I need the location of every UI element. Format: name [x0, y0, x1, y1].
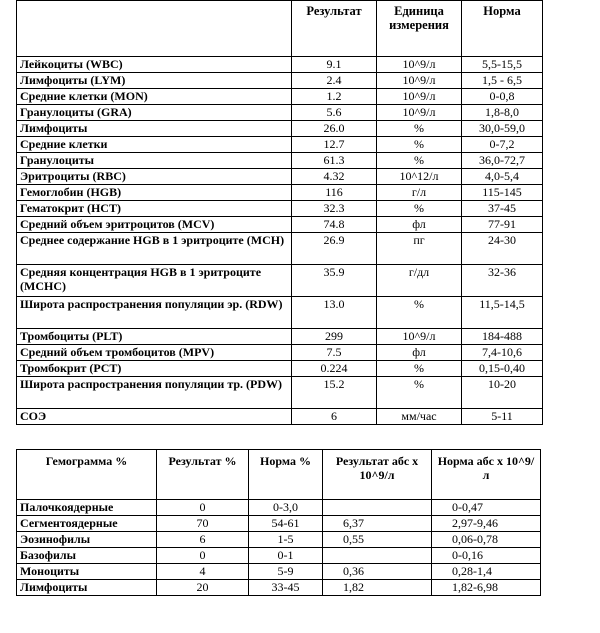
- table-row: [17, 89, 543, 105]
- parameter-name: Широта распространения популяции эр. (RDW): [17, 297, 292, 329]
- norm-pct-value: 5-9: [249, 564, 323, 580]
- result-value: 61.3: [292, 153, 377, 169]
- parameter-name: Лейкоциты (WBC): [17, 57, 292, 73]
- norm-pct-value: 1-5: [249, 532, 323, 548]
- norm-value: 36,0-72,7: [462, 153, 543, 169]
- unit-value: фл: [377, 217, 462, 233]
- table-header-row: [17, 1, 543, 57]
- parameter-name: СОЭ: [17, 409, 292, 425]
- cell-type-name: Сегментоядерные: [17, 516, 157, 532]
- result-value: 26.0: [292, 121, 377, 137]
- cell-type-name: Базофилы: [17, 548, 157, 564]
- table-row: [17, 121, 543, 137]
- norm-value: 37-45: [462, 201, 543, 217]
- table-row: [17, 57, 543, 73]
- parameter-name: Средний объем тромбоцитов (MPV): [17, 345, 292, 361]
- table-row: [17, 409, 543, 425]
- header-hemogram: Гемограмма %: [17, 450, 157, 500]
- result-value: 2.4: [292, 73, 377, 89]
- parameter-name: Средняя концентрация HGB в 1 эритроците (MCHC): [17, 265, 292, 297]
- parameter-name: Гранулоциты: [17, 153, 292, 169]
- cell-type-name: Лимфоциты: [17, 580, 157, 596]
- result-value: 4.32: [292, 169, 377, 185]
- header-result: Результат: [292, 1, 377, 57]
- parameter-name: Лимфоциты: [17, 121, 292, 137]
- norm-value: 4,0-5,4: [462, 169, 543, 185]
- parameter-name: Тромбокрит (PCT): [17, 361, 292, 377]
- norm-abs-value: 0,06-0,78: [432, 532, 541, 548]
- header-norm-pct: Норма %: [249, 450, 323, 500]
- parameter-name: Гемоглобин (HGB): [17, 185, 292, 201]
- result-abs-value: [323, 500, 432, 516]
- result-value: 15.2: [292, 377, 377, 409]
- unit-value: 10^9/л: [377, 329, 462, 345]
- result-pct-value: 0: [157, 548, 249, 564]
- unit-value: 10^9/л: [377, 105, 462, 121]
- table-row: [17, 532, 541, 548]
- header-result-pct: Результат %: [157, 450, 249, 500]
- result-value: 6: [292, 409, 377, 425]
- parameter-name: Средние клетки (MON): [17, 89, 292, 105]
- unit-value: %: [377, 121, 462, 137]
- parameter-name: Средние клетки: [17, 137, 292, 153]
- result-abs-value: 6,37: [323, 516, 432, 532]
- norm-abs-value: 0,28-1,4: [432, 564, 541, 580]
- unit-value: 10^9/л: [377, 57, 462, 73]
- norm-pct-value: 0-3,0: [249, 500, 323, 516]
- unit-value: фл: [377, 345, 462, 361]
- table-row: [17, 329, 543, 345]
- table-row: [17, 345, 543, 361]
- result-value: 12.7: [292, 137, 377, 153]
- table-row: [17, 217, 543, 233]
- norm-value: 24-30: [462, 233, 543, 265]
- header-unit: Единица измерения: [377, 1, 462, 57]
- norm-value: 7,4-10,6: [462, 345, 543, 361]
- table-row: [17, 500, 541, 516]
- unit-value: %: [377, 137, 462, 153]
- table-row: [17, 153, 543, 169]
- parameter-name: Эритроциты (RBC): [17, 169, 292, 185]
- unit-value: %: [377, 153, 462, 169]
- unit-value: %: [377, 361, 462, 377]
- parameter-name: Лимфоциты (LYM): [17, 73, 292, 89]
- table-row: [17, 297, 543, 329]
- table-row: [17, 137, 543, 153]
- unit-value: пг: [377, 233, 462, 265]
- result-pct-value: 70: [157, 516, 249, 532]
- table-row: [17, 516, 541, 532]
- parameter-name: Гематокрит (HCT): [17, 201, 292, 217]
- unit-value: мм/час: [377, 409, 462, 425]
- norm-value: 0-7,2: [462, 137, 543, 153]
- parameter-name: Тромбоциты (PLT): [17, 329, 292, 345]
- norm-value: 10-20: [462, 377, 543, 409]
- table-row: [17, 233, 543, 265]
- header-result-abs: Результат абс х 10^9/л: [323, 450, 432, 500]
- parameter-name: Гранулоциты (GRA): [17, 105, 292, 121]
- norm-value: 30,0-59,0: [462, 121, 543, 137]
- result-value: 5.6: [292, 105, 377, 121]
- norm-pct-value: 0-1: [249, 548, 323, 564]
- result-value: 0.224: [292, 361, 377, 377]
- blood-test-table-body: [17, 1, 543, 425]
- blood-test-table: [16, 0, 543, 425]
- unit-value: 10^9/л: [377, 73, 462, 89]
- result-value: 1.2: [292, 89, 377, 105]
- norm-value: 115-145: [462, 185, 543, 201]
- norm-value: 1,5 - 6,5: [462, 73, 543, 89]
- result-value: 7.5: [292, 345, 377, 361]
- result-pct-value: 0: [157, 500, 249, 516]
- cell-type-name: Эозинофилы: [17, 532, 157, 548]
- result-value: 35.9: [292, 265, 377, 297]
- unit-value: %: [377, 297, 462, 329]
- unit-value: %: [377, 377, 462, 409]
- table-row: [17, 105, 543, 121]
- unit-value: 10^12/л: [377, 169, 462, 185]
- table-row: [17, 548, 541, 564]
- parameter-name: Широта распространения популяции тр. (PDW): [17, 377, 292, 409]
- norm-pct-value: 33-45: [249, 580, 323, 596]
- table-row: [17, 169, 543, 185]
- norm-value: 0,15-0,40: [462, 361, 543, 377]
- result-pct-value: 6: [157, 532, 249, 548]
- table-row: [17, 265, 543, 297]
- cell-type-name: Моноциты: [17, 564, 157, 580]
- table-row: [17, 185, 543, 201]
- norm-value: 32-36: [462, 265, 543, 297]
- table-row: [17, 580, 541, 596]
- norm-abs-value: 0-0,47: [432, 500, 541, 516]
- result-abs-value: [323, 548, 432, 564]
- result-pct-value: 20: [157, 580, 249, 596]
- hemogram-table: [16, 449, 541, 596]
- result-value: 74.8: [292, 217, 377, 233]
- unit-value: 10^9/л: [377, 89, 462, 105]
- result-value: 13.0: [292, 297, 377, 329]
- result-abs-value: 0,36: [323, 564, 432, 580]
- parameter-name: Средний объем эритроцитов (MCV): [17, 217, 292, 233]
- norm-value: 77-91: [462, 217, 543, 233]
- table-row: [17, 201, 543, 217]
- norm-value: 184-488: [462, 329, 543, 345]
- norm-abs-value: 2,97-9,46: [432, 516, 541, 532]
- norm-abs-value: 1,82-6,98: [432, 580, 541, 596]
- header-norm: Норма: [462, 1, 543, 57]
- result-value: 32.3: [292, 201, 377, 217]
- unit-value: г/л: [377, 185, 462, 201]
- table-header-row: [17, 450, 541, 500]
- unit-value: %: [377, 201, 462, 217]
- table-row: [17, 564, 541, 580]
- norm-value: 5,5-15,5: [462, 57, 543, 73]
- result-value: 299: [292, 329, 377, 345]
- result-value: 9.1: [292, 57, 377, 73]
- unit-value: г/дл: [377, 265, 462, 297]
- cell-type-name: Палочкоядерные: [17, 500, 157, 516]
- norm-value: 0-0,8: [462, 89, 543, 105]
- result-value: 26.9: [292, 233, 377, 265]
- table-row: [17, 377, 543, 409]
- norm-pct-value: 54-61: [249, 516, 323, 532]
- norm-value: 5-11: [462, 409, 543, 425]
- result-value: 116: [292, 185, 377, 201]
- result-abs-value: 0,55: [323, 532, 432, 548]
- norm-value: 1,8-8,0: [462, 105, 543, 121]
- hemogram-table-body: [17, 450, 541, 596]
- table-row: [17, 361, 543, 377]
- table-row: [17, 73, 543, 89]
- norm-abs-value: 0-0,16: [432, 548, 541, 564]
- parameter-name: Среднее содержание HGB в 1 эритроците (MCH): [17, 233, 292, 265]
- header-parameter: [17, 1, 292, 57]
- norm-value: 11,5-14,5: [462, 297, 543, 329]
- result-pct-value: 4: [157, 564, 249, 580]
- header-norm-abs: Норма абс х 10^9/л: [432, 450, 541, 500]
- result-abs-value: 1,82: [323, 580, 432, 596]
